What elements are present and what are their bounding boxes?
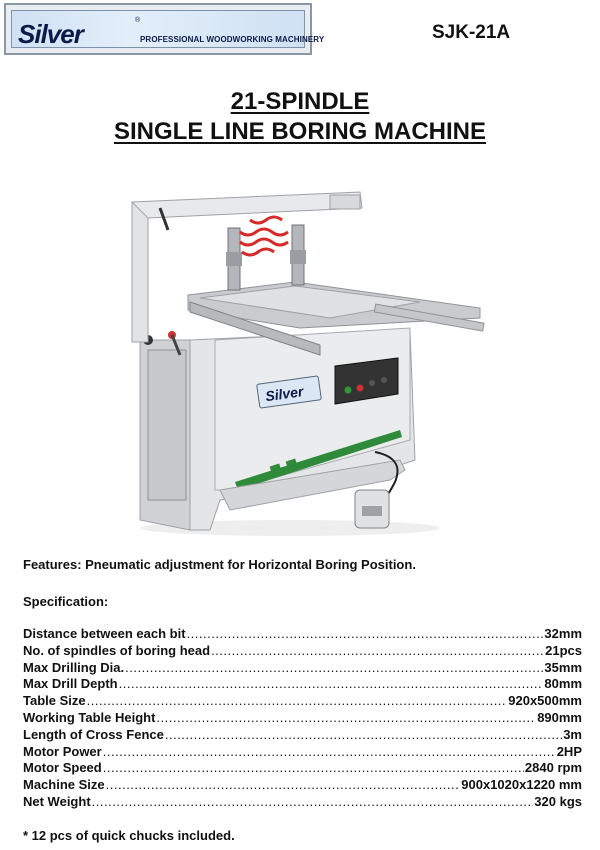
registered-mark: ® [135, 17, 141, 24]
spec-label: Max Drilling Dia. [23, 659, 125, 675]
spec-label: Machine Size [23, 777, 105, 793]
machine-photo [120, 190, 490, 540]
spec-value: 320 kgs [534, 793, 582, 809]
dot-leader [92, 794, 534, 809]
footnote: * 12 pcs of quick chucks included. [23, 828, 235, 843]
page-title-line-2: SINGLE LINE BORING MACHINE [113, 118, 486, 145]
dot-leader [103, 760, 524, 775]
dot-leader [103, 744, 556, 759]
spec-value: 32mm [544, 626, 582, 641]
spec-row [23, 760, 582, 777]
brand-logo-banner [4, 3, 325, 55]
spec-label: Length of Cross Fence [23, 726, 164, 742]
model-number: SJK-21A [432, 22, 511, 43]
brand-logo-inner [11, 10, 325, 49]
page-title-line-1: 21-SPINDLE [230, 88, 370, 115]
spec-label: Motor Speed [23, 760, 102, 776]
specification-list [23, 626, 582, 811]
spec-value: 900x1020x1220 mm [461, 777, 582, 793]
spec-row [23, 794, 582, 811]
spec-label: Distance between each bit [23, 626, 186, 641]
spec-label: Motor Power [23, 743, 102, 759]
spec-value: 2HP [556, 743, 582, 759]
spec-value: 890mm [537, 709, 582, 725]
dot-leader [165, 727, 562, 742]
brand-logo-word: Silver [18, 19, 83, 49]
dot-leader [125, 660, 543, 675]
spec-value: 2840 rpm [524, 760, 582, 776]
spec-row [23, 710, 582, 727]
spec-label: No. of spindles of boring head [23, 642, 211, 658]
spec-value: 3m [563, 726, 582, 742]
spec-value: 35mm [544, 659, 582, 675]
machine-panel-logo: Silver [264, 383, 305, 405]
dot-leader [156, 710, 536, 725]
spec-label: Table Size [23, 693, 86, 709]
spec-label: Max Drill Depth [23, 676, 118, 692]
dot-leader [187, 626, 544, 641]
dot-leader [87, 693, 508, 708]
brand-tagline: PROFESSIONAL WOODWORKING MACHINERY [140, 35, 325, 44]
specification-heading: Specification: [23, 594, 109, 609]
spec-label: Working Table Height [23, 709, 156, 725]
spec-label: Net Weight [23, 793, 91, 809]
features-text: Features: Pneumatic adjustment for Horizontal Boring Position. [23, 557, 416, 572]
spec-value: 80mm [544, 676, 582, 692]
spec-row [23, 643, 582, 660]
spec-value: 21pcs [545, 642, 582, 658]
spec-row [23, 676, 582, 693]
dot-leader [211, 643, 544, 658]
spec-row [23, 693, 582, 710]
spec-row [23, 660, 582, 677]
spec-value: 920x500mm [508, 693, 582, 709]
dot-leader [106, 777, 461, 792]
spec-row [23, 744, 582, 761]
spec-row [23, 727, 582, 744]
spec-row [23, 626, 582, 643]
dot-leader [119, 676, 544, 691]
spec-row [23, 777, 582, 794]
